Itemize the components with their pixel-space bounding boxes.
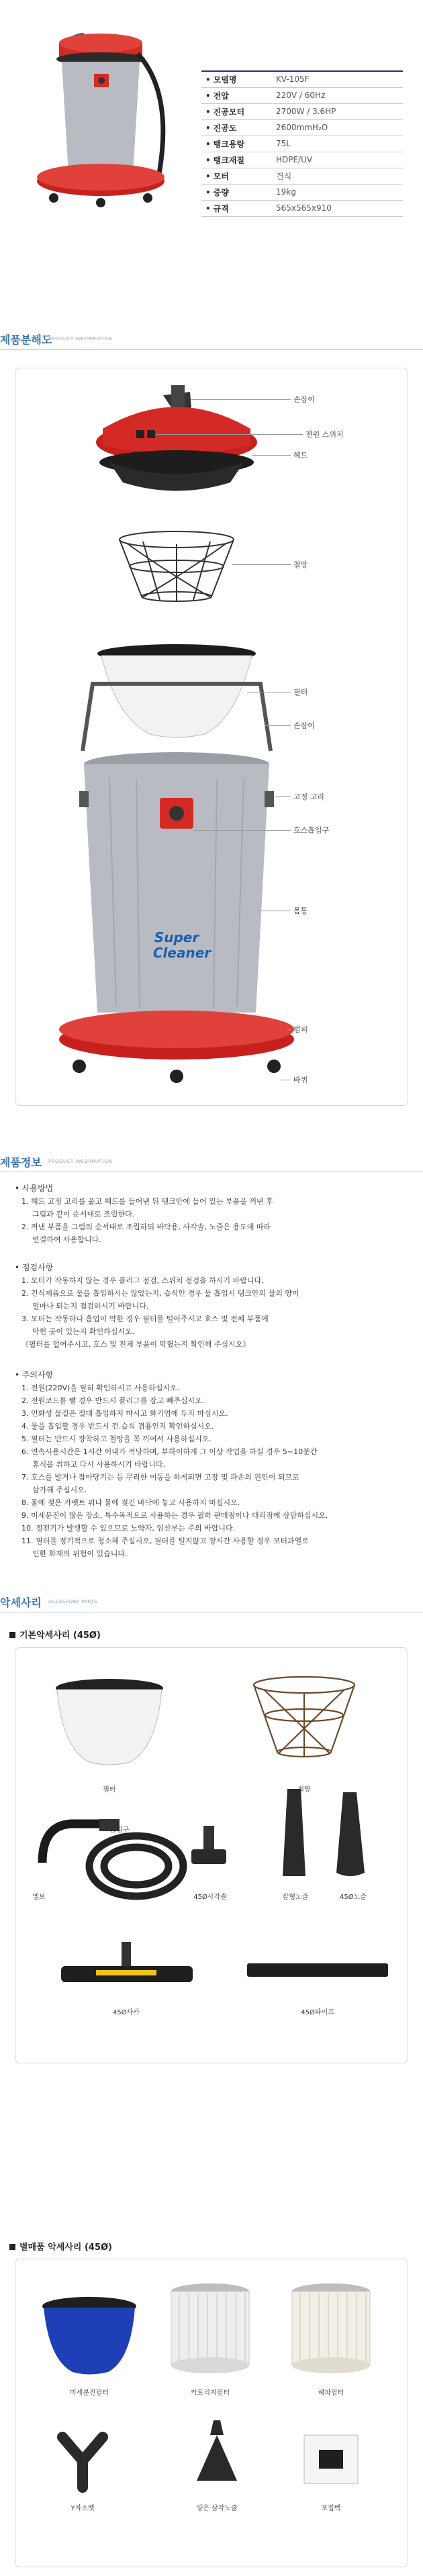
part-label-lock-clip: 고정 고리 — [293, 792, 325, 801]
brand-text-super: Super — [154, 929, 199, 945]
label-line — [287, 1029, 291, 1030]
spec-value: 565x565x910 — [272, 200, 403, 216]
spec-value: 2700W / 3.6HP — [272, 103, 403, 119]
spec-row — [201, 71, 403, 87]
part-label-filter: 필터 — [293, 688, 308, 697]
info-section-header — [0, 1154, 423, 1173]
spec-key: • 진공모터 — [201, 103, 272, 119]
acc-label-micro-filter: 미세분진필터 — [70, 2389, 109, 2397]
part-label-handle-side: 손잡이 — [293, 721, 315, 730]
part-label-wheel: 바퀴 — [293, 1076, 308, 1084]
spec-key: • 모터 — [201, 168, 272, 184]
spec-row — [201, 200, 403, 216]
info-line: 1. 헤드 고정 고리를 풀고 헤드를 들어낸 뒤 탱크안에 들어 있는 부품을 꺼낸 후 — [21, 1197, 273, 1206]
acc-label-hose: 호스 — [126, 1894, 140, 1901]
cartridge-filter-image — [171, 2283, 249, 2373]
info-line: 휴식을 취하고 다시 사용하시기 바랍니다. — [32, 1460, 166, 1469]
basic-accessory-images — [15, 1648, 409, 2064]
spec-value: 건식 — [272, 168, 403, 184]
inspection-block — [15, 1261, 411, 1351]
exploded-vacuum-diagram — [15, 368, 409, 1106]
spec-table — [201, 70, 403, 217]
parts-section-header — [0, 331, 423, 350]
wire-basket-image — [254, 1677, 355, 1757]
info-line: 4. 물을 흡입할 경우 반드시 건.습식 겸용인지 확인하십시오. — [21, 1422, 214, 1431]
parts-section-subtitle: PRODUCT INFORMATION — [48, 336, 113, 342]
info-line: 삼가해 주십시오. — [32, 1486, 87, 1494]
spec-value: 19kg — [272, 184, 403, 200]
spec-row — [201, 103, 403, 119]
spec-row — [201, 152, 403, 168]
info-line: 3. 모터는 작동하나 흡입이 약한 경우 필터를 털어주시고 호스 및 전체 부품에 — [21, 1315, 269, 1323]
y-socket-image — [62, 2437, 103, 2487]
part-label-head: 헤드 — [293, 451, 308, 460]
spec-key: • 전압 — [201, 87, 272, 103]
acc-label-floor-tool: 45Ø사카 — [113, 2009, 140, 2016]
info-line: 5. 필터는 반드시 장착하고 철망을 꼭 끼어서 사용하십시오. — [21, 1435, 211, 1443]
info-line: 6. 연속사용시간은 1시간 이내가 적당하며, 부하이하게 그 이상 작업을 하실 경우 5~10분간 — [21, 1447, 318, 1456]
label-line — [156, 434, 303, 435]
spec-key: • 규격 — [201, 200, 272, 216]
accessory-section-header — [0, 1594, 423, 1613]
part-label-body: 몸통 — [293, 907, 308, 915]
cautions-title: • 주의사항 — [15, 1370, 54, 1380]
spec-value: KV-105F — [272, 71, 403, 87]
spec-key: • 중량 — [201, 184, 272, 200]
info-line: 인한 화재의 위험이 있습니다. — [32, 1549, 128, 1558]
acc-label-square-brush: 45Ø사각솔 — [193, 1894, 227, 1901]
spec-value: 75L — [272, 136, 403, 152]
part-label-bumper: 범퍼 — [293, 1025, 308, 1034]
pipe-image — [247, 1963, 388, 1977]
triangle-nozzle-image — [197, 2435, 237, 2481]
acc-label-filter: 필터 — [103, 1786, 116, 1794]
part-label-wire-basket: 철망 — [293, 560, 308, 569]
acc-label-y-socket: Y자소켓 — [70, 2505, 95, 2512]
spec-row — [201, 184, 403, 200]
label-line — [194, 830, 291, 831]
info-line: 8. 물에 젖은 카펫트 위나 물에 젖긴 바닥에 놓고 사용하지 마십시오. — [21, 1498, 240, 1507]
part-label-power-switch: 전원 스위치 — [306, 430, 344, 439]
info-line: 2. 건식제품으로 물을 흡입하시는 않았는지, 습식인 경우 물 흡입시 탱크안의 물의 양이 — [21, 1289, 299, 1298]
acc-label-pipe: 45Ø파이프 — [301, 2009, 334, 2016]
crevice-nozzle-image — [283, 1789, 306, 1876]
optional-accessory-title: 별매품 악세사리 (45Ø) — [9, 2240, 112, 2253]
spec-row — [201, 87, 403, 103]
acc-label-crevice-nozzle: 칼형노즐 — [282, 1894, 309, 1901]
info-section-title: 제품정보 — [0, 1156, 42, 1169]
accessory-section-subtitle: ACCESSORY PARTS — [48, 1599, 98, 1604]
spec-section — [0, 0, 423, 309]
spec-value: 2600mmH₂O — [272, 119, 403, 136]
acc-label-nozzle: 45Ø노즐 — [340, 1894, 367, 1901]
parts-section-title: 제품분해도 — [0, 333, 52, 346]
usage-title: • 사용방법 — [15, 1184, 54, 1193]
acc-label-elbow: 엘보 — [32, 1894, 46, 1901]
accessory-section-title: 악세사리 — [0, 1596, 42, 1609]
usage-block — [15, 1182, 411, 1246]
brand-text-cleaner: Cleaner — [152, 945, 211, 961]
acc-label-inlet: 흡입구 — [109, 1826, 130, 1834]
info-line: 막힌 곳이 있는지 확인하십시오. — [32, 1327, 135, 1336]
spec-key: • 탱크재질 — [201, 152, 272, 168]
info-line: 1. 모터가 작동하지 않는 경우 플러그 점검, 스위치 점검을 하시기 바랍니다. — [21, 1276, 264, 1285]
label-line — [252, 455, 291, 456]
label-line — [275, 796, 291, 797]
acc-label-cartridge-filter: 카트리지필터 — [191, 2389, 230, 2397]
label-line — [232, 564, 291, 565]
info-section-subtitle: PRODUCT INFORMATION — [48, 1159, 113, 1164]
usage-lines — [15, 1195, 411, 1246]
floor-tool-image — [61, 1942, 193, 1982]
square-brush-image — [191, 1826, 226, 1864]
info-line: 3. 인화성 물질은 절대 흡입하지 마시고 화기엄에 두지 마십시오. — [21, 1409, 228, 1418]
info-line: 그림과 같이 순서대로 조립한다. — [32, 1210, 135, 1219]
spec-value: HDPE/UV — [272, 152, 403, 168]
part-label-hose-inlet: 호스흡입구 — [293, 826, 330, 835]
optional-accessory-box — [15, 2259, 408, 2567]
info-line: 얼마나 되는지 점검하시기 바랍니다. — [32, 1302, 149, 1310]
part-label-handle-top: 손잡이 — [293, 395, 315, 404]
hepa-filter-image — [292, 2283, 370, 2373]
info-line: 1. 전원(220V)을 필히 확인하시고 사용하십시오. — [21, 1384, 180, 1392]
cautions-lines — [15, 1382, 411, 1560]
info-line: 2. 꺼낸 부품을 그림의 순서대로 조립하되 바닥용, 사각솔, 노즐은 용도에 따라 — [21, 1223, 271, 1231]
acc-label-collection-bag: 포집백 — [321, 2505, 341, 2512]
spec-row — [201, 119, 403, 136]
spec-row — [201, 168, 403, 184]
info-line: 2. 전원코드를 뺄 경우 반드시 플러그를 잡고 빼주십시오. — [21, 1396, 205, 1405]
spec-row — [201, 136, 403, 152]
acc-label-triangle-nozzle: 양은 삼각노즐 — [196, 2505, 238, 2512]
spec-key: • 진공도 — [201, 119, 272, 136]
spec-key: • 모델명 — [201, 71, 272, 87]
info-line: 연결하여 사용합니다. — [32, 1235, 101, 1244]
info-line: 10. 정전기가 발생할 수 있으므로 노약자, 임산부는 주의 바랍니다. — [21, 1524, 236, 1533]
info-line: 《필터를 털어주시고, 호스 및 전체 부품이 막혔는지 확인해 주십시오》 — [21, 1340, 250, 1349]
label-line — [265, 725, 291, 726]
nozzle-image — [336, 1792, 365, 1876]
basic-accessory-box — [15, 1647, 408, 2063]
acc-label-hepa-filter: 헤파필터 — [318, 2389, 344, 2397]
acc-label-wire-basket: 철망 — [297, 1786, 311, 1794]
cautions-block — [15, 1369, 411, 1560]
filter-image — [56, 1679, 163, 1765]
collection-bag-image — [304, 2435, 358, 2483]
micro-dust-filter-image — [42, 2297, 136, 2375]
spec-value: 220V / 60Hz — [272, 87, 403, 103]
basic-accessory-title: 기본악세사리 (45Ø) — [9, 1628, 101, 1641]
vacuum-product-image — [20, 20, 181, 221]
parts-diagram-box — [15, 368, 408, 1106]
inspection-lines — [15, 1274, 411, 1351]
info-line: 9. 미세분진이 많은 장소, 특수목적으로 사용하는 경우 필히 판매점이나 대리점에 상담하십시오. — [21, 1511, 328, 1520]
optional-accessory-images — [15, 2259, 409, 2568]
info-line: 11. 필터를 정기적으로 청소해 주십시오, 필터를 털지않고 장시간 사용할 경우 모터과열로 — [21, 1537, 309, 1545]
info-line: 7. 호스를 발거나 잡아당기는 등 무리한 이동을 하게되면 고장 및 파손의 원인이 되므로 — [21, 1473, 299, 1482]
label-line — [191, 399, 291, 400]
inspection-title: • 점검사항 — [15, 1263, 54, 1272]
spec-key: • 탱크용량 — [201, 136, 272, 152]
